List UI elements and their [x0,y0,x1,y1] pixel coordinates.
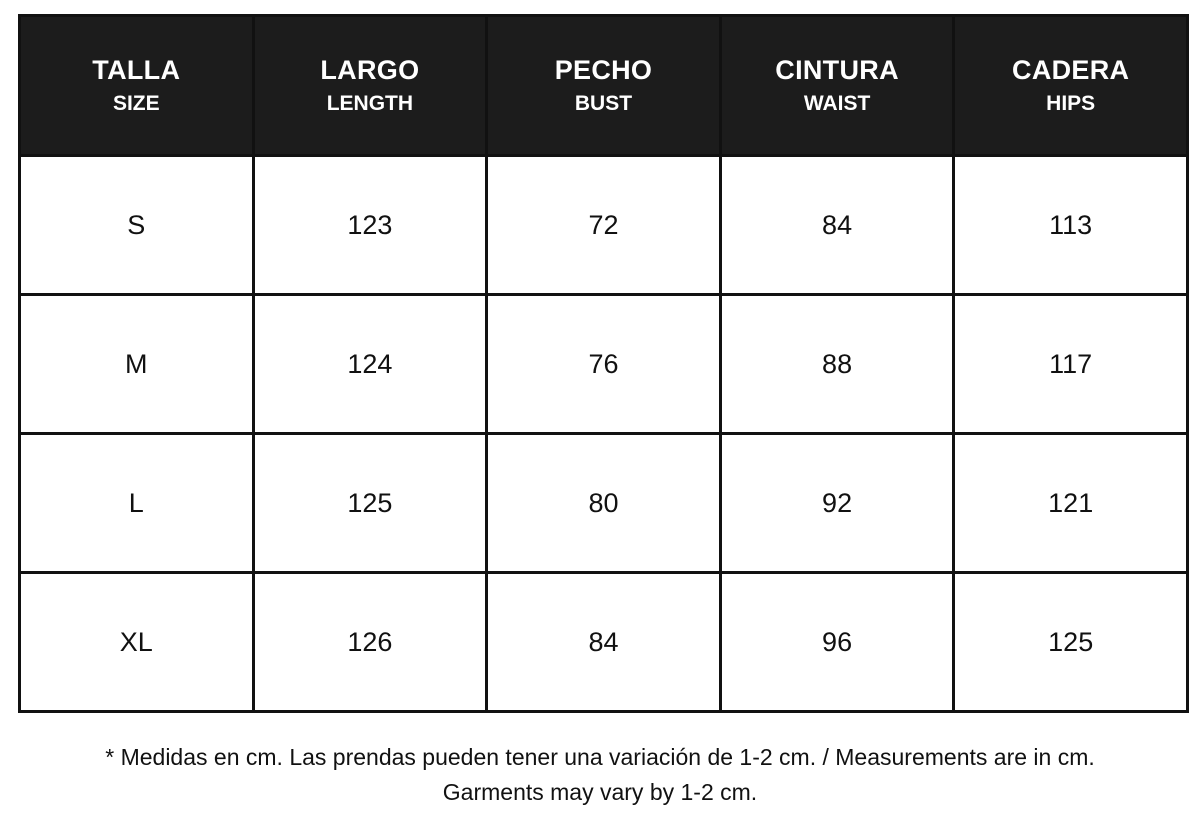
cell-hips: 113 [954,156,1188,295]
cell-size: XL [20,573,254,712]
header-hips-en: HIPS [1046,91,1096,115]
cell-length: 125 [253,434,487,573]
cell-waist: 92 [720,434,954,573]
header-waist-es: CINTURA [775,54,899,85]
header-size-es: TALLA [92,54,181,85]
header-size [20,16,254,156]
header-length-en: LENGTH [326,91,414,115]
cell-bust: 84 [487,573,721,712]
size-chart-header [20,16,1188,156]
table-row [20,434,1188,573]
cell-waist: 96 [720,573,954,712]
cell-hips: 121 [954,434,1188,573]
header-hips-es: CADERA [1012,54,1130,85]
cell-waist: 84 [720,156,954,295]
cell-size: S [20,156,254,295]
table-row [20,156,1188,295]
header-bust-en: BUST [574,91,633,115]
cell-waist: 88 [720,295,954,434]
cell-bust: 80 [487,434,721,573]
table-row [20,295,1188,434]
footnote-line-1: * Medidas en cm. Las prendas pueden tener una variación de 1-2 cm. / Measurements are in cm. [105,744,1095,770]
cell-bust: 72 [487,156,721,295]
size-chart-body [20,156,1188,712]
cell-size: M [20,295,254,434]
header-bust-es: PECHO [554,54,653,85]
header-size-en: SIZE [112,91,160,115]
footnote-line-2: Garments may vary by 1-2 cm. [442,779,758,805]
table-row [20,573,1188,712]
cell-length: 124 [253,295,487,434]
cell-length: 123 [253,156,487,295]
header-bust [487,16,721,156]
header-length [253,16,487,156]
size-chart-table [18,14,1189,713]
header-waist [720,16,954,156]
cell-hips: 117 [954,295,1188,434]
measurement-footnote [0,740,1200,810]
cell-length: 126 [253,573,487,712]
cell-bust: 76 [487,295,721,434]
cell-hips: 125 [954,573,1188,712]
header-hips [954,16,1188,156]
header-length-es: LARGO [320,54,420,85]
header-row [20,16,1188,156]
header-waist-en: WAIST [803,91,871,115]
cell-size: L [20,434,254,573]
